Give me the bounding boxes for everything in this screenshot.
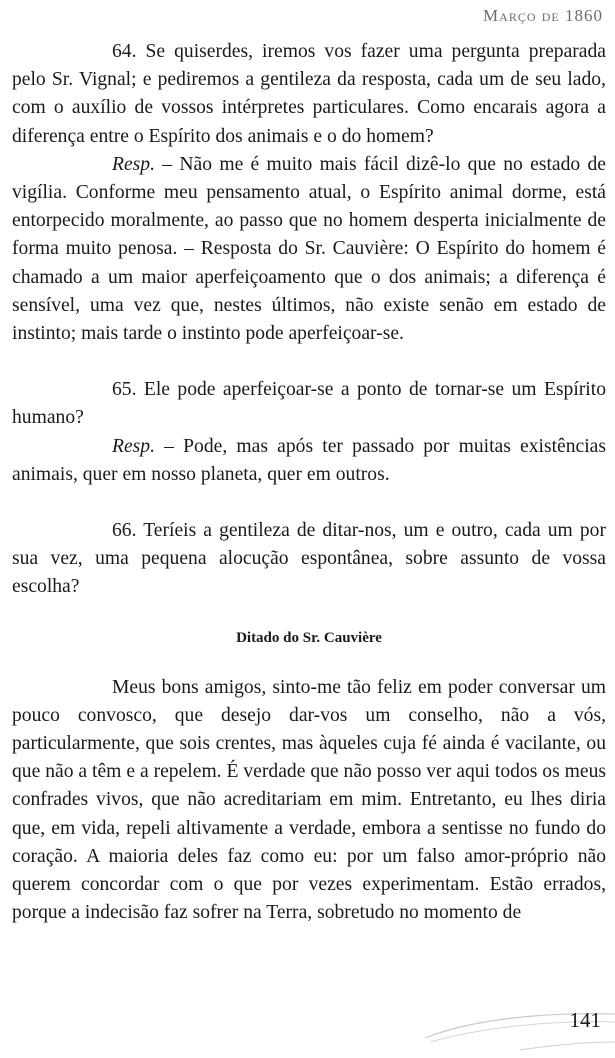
dictation-paragraph: Meus bons amigos, sinto-me tão feliz em poder conversar um pouco convosco, que desejo dar-vos um conselho, não a vós, particularmente, que sois crentes, mas àqueles cuja fé ainda é vacilante, ou que não a têm e a repelem. É verdade que não posso ver aqui todos os meus confrades vivos, que não acreditariam em mim. Entretanto, eu lhes diria que, em vida, repeli altivamente a verdade, embora a sentisse no fundo do coração. A maioria deles faz como eu: por um falso amor-próprio não querem concordar com o que por vezes experimentam. Estão errados, porque a indecisão faz sofrer na Terra, sobretudo no momento de — [12, 676, 606, 924]
footer-ornament-swoosh — [0, 998, 615, 1058]
question-66: 66. Teríeis a gentileza de ditar-nos, um e outro, cada um por sua vez, uma pequena alocução espontânea, sobre assunto de vossa escolha? — [12, 520, 606, 598]
answer-64 — [12, 151, 606, 348]
answer-label: Resp. — [112, 153, 155, 175]
answer-65 — [12, 433, 606, 489]
paragraph-spacer — [12, 489, 606, 517]
page-footer — [0, 998, 615, 1058]
paragraph-spacer — [12, 348, 606, 376]
answer-64-text: – Não me é muito mais fácil dizê-lo que no estado de vigília. Conforme meu pensamento atual, o Espírito animal dorme, está entorpecido moralmente, ao passo que no homem desperta inicialmente de forma muito penosa. – Resposta do Sr. Cauvière: O Espírito do homem é chamado a um maior aperfeiçoamento que o dos animais; a diferença é sensível, uma vez que, nestes últimos, não existe senão em estado de instinto; mais tarde o instinto pode aperfeiçoar-se. — [12, 153, 606, 345]
page-number: 141 — [569, 1008, 601, 1032]
section-heading: Ditado do Sr. Cauvière — [236, 629, 382, 646]
answer-label: Resp. — [112, 435, 155, 457]
question-65: 65. Ele pode aperfeiçoar-se a ponto de tornar-se um Espírito humano? — [12, 379, 606, 429]
running-header: Março de 1860 — [483, 6, 603, 25]
answer-65-text: – Pode, mas após ter passado por muitas existências animais, quer em nosso planeta, quer em outros. — [12, 435, 606, 485]
page-body — [12, 38, 606, 927]
question-64: 64. Se quiserdes, iremos vos fazer uma pergunta preparada pelo Sr. Vignal; e pediremos a gentileza da resposta, cada um de seu lado, com o auxílio de vossos intérpretes particulares. Como encarais agora a diferença entre o Espírito dos animais e o do homem? — [12, 41, 606, 147]
